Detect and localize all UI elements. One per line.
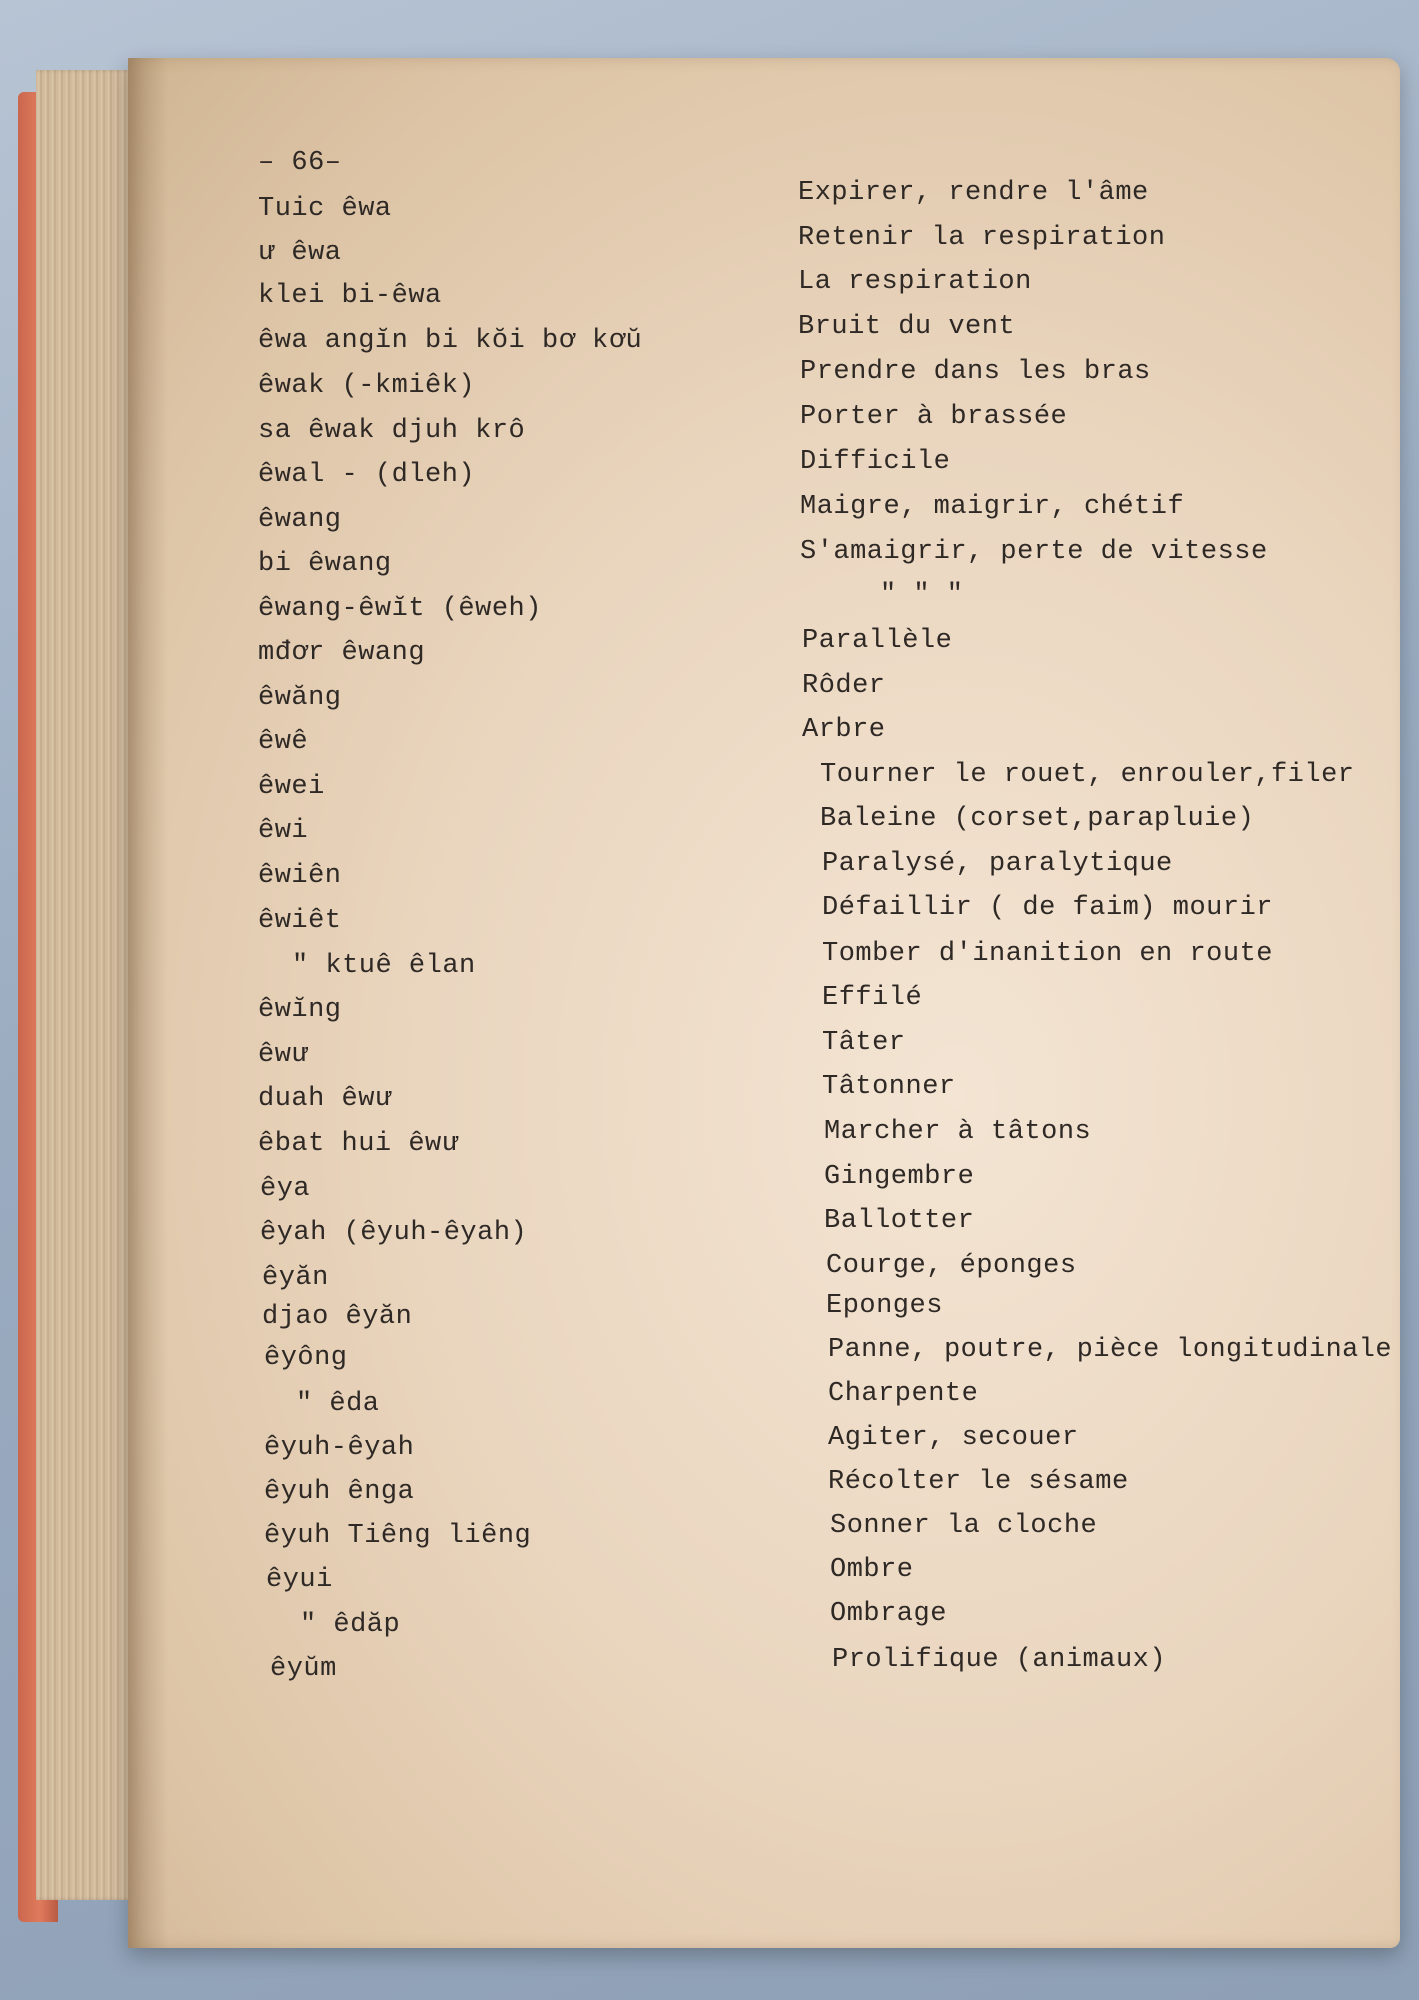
headword-entry: bi êwang (258, 549, 392, 579)
headword-entry: êyuh-êyah (264, 1433, 415, 1463)
definition-entry: Ombre (830, 1555, 914, 1585)
gutter-shadow (128, 58, 168, 1948)
headword-entry: " êda (296, 1389, 380, 1419)
definition-entry: Rôder (802, 671, 886, 701)
headword-entry: êwăng (258, 683, 342, 713)
definition-entry: Parallèle (802, 626, 953, 656)
headword-entry: " êdăp (300, 1610, 401, 1640)
headword-entry: " ktuê êlan (292, 951, 476, 981)
headword-entry: êwê (258, 727, 309, 757)
headword-entry: êyui (266, 1565, 333, 1595)
definition-entry: Effilé (822, 983, 923, 1013)
definition-entry: Bruit du vent (798, 312, 1016, 342)
headword-entry: êbat hui êwư (258, 1129, 459, 1159)
definition-entry: Sonner la cloche (830, 1511, 1098, 1541)
headword-entry: djao êyăn (262, 1302, 413, 1332)
headword-entry: êyuh ênga (264, 1477, 415, 1507)
definition-entry: Paralysé, paralytique (822, 849, 1173, 879)
headword-entry: ư êwa (258, 238, 342, 268)
definition-entry: Retenir la respiration (798, 223, 1166, 253)
headword-entry: êwa angĭn bi kŏi bơ kơŭ (258, 326, 643, 356)
definition-entry: Défaillir ( de faim) mourir (822, 893, 1273, 923)
headword-entry: êyah (êyuh-êyah) (260, 1218, 528, 1248)
definition-entry: S'amaigrir, perte de vitesse (800, 537, 1268, 567)
headword-entry: duah êwư (258, 1084, 392, 1114)
definition-entry: Tomber d'inanition en route (822, 939, 1273, 969)
definition-entry: Baleine (corset,parapluie) (820, 804, 1255, 834)
definition-entry: La respiration (798, 267, 1032, 297)
definition-entry: Maigre, maigrir, chétif (800, 492, 1185, 522)
definition-entry: Ballotter (824, 1206, 975, 1236)
headword-entry: sa êwak djuh krô (258, 416, 526, 446)
definition-entry: Tâter (822, 1028, 906, 1058)
definition-entry: Tâtonner (822, 1072, 956, 1102)
headword-entry: klei bi-êwa (258, 281, 442, 311)
headword-entry: êwak (-kmiêk) (258, 371, 476, 401)
definition-entry: Panne, poutre, pièce longitudinale (828, 1335, 1392, 1365)
headword-entry: êwiêt (258, 906, 342, 936)
headword-entry: êwĭng (258, 995, 342, 1025)
headword-entry: êya (260, 1174, 311, 1204)
definition-entry: Arbre (802, 715, 886, 745)
definition-entry: Porter à brassée (800, 402, 1068, 432)
definition-entry: Prolifique (animaux) (832, 1645, 1167, 1675)
headword-entry: êwư (258, 1040, 309, 1070)
headword-entry: êyăn (262, 1263, 329, 1293)
headword-entry: êwei (258, 772, 325, 802)
definition-entry: Difficile (800, 447, 951, 477)
headword-entry: êyuh Tiêng liêng (264, 1521, 532, 1551)
headword-entry: êwi (258, 816, 309, 846)
headword-entry: êwal - (dleh) (258, 460, 476, 490)
page-number: – 66– (258, 148, 342, 178)
definition-entry: Expirer, rendre l'âme (798, 178, 1149, 208)
headword-entry: êwang-êwĭt (êweh) (258, 594, 542, 624)
definition-entry: Charpente (828, 1379, 979, 1409)
definition-entry: Eponges (826, 1291, 943, 1321)
definition-entry: Courge, éponges (826, 1251, 1077, 1281)
definition-entry: Récolter le sésame (828, 1467, 1129, 1497)
headword-entry: mđơr êwang (258, 638, 426, 668)
definition-entry: Gingembre (824, 1162, 975, 1192)
definition-entry: Agiter, secouer (828, 1423, 1079, 1453)
definition-entry: Tourner le rouet, enrouler,filer (820, 760, 1355, 790)
definition-entry: " " " (880, 580, 964, 610)
definition-entry: Ombrage (830, 1599, 947, 1629)
headword-entry: êwang (258, 505, 342, 535)
headword-entry: êwiên (258, 861, 342, 891)
definition-entry: Marcher à tâtons (824, 1117, 1092, 1147)
headword-entry: êyông (264, 1343, 348, 1373)
headword-entry: Tuic êwa (258, 194, 392, 224)
headword-entry: êyŭm (270, 1654, 337, 1684)
definition-entry: Prendre dans les bras (800, 357, 1151, 387)
